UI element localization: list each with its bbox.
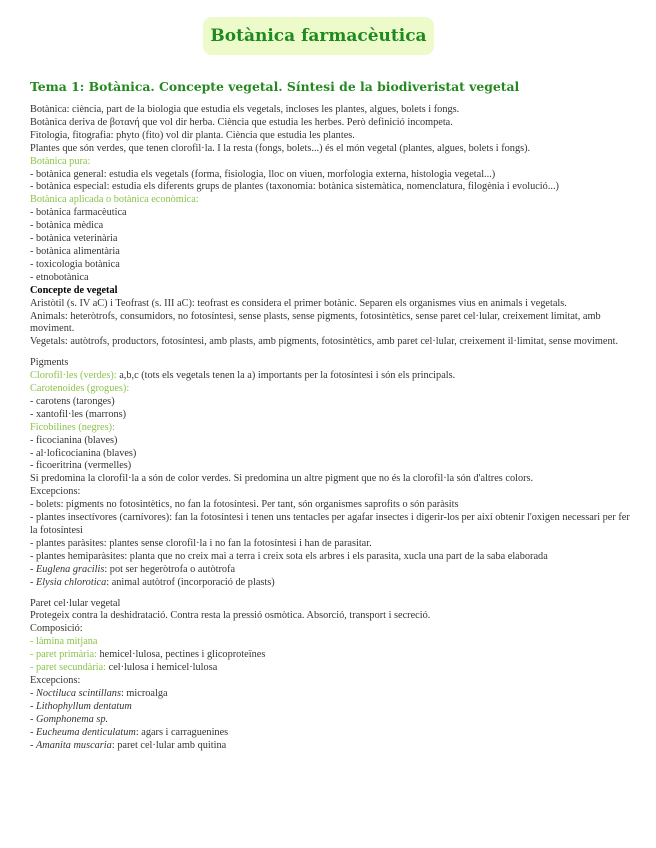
intro-line: Plantes que són verdes, que tenen clorofil·la. I la resta (fongs, bolets...) és el món vegetal (plantes, algues, bolets i fongs). [30, 142, 531, 154]
intro-line: Botànica deriva de βοτανή que vol dir herba. Ciència que estudia les herbes. Però definició incompeta. [30, 116, 453, 128]
pigments-excepcio: - Euglena gracilis: pot ser hegeròtrofa o autòtrofa [30, 563, 236, 575]
concepte-line: Animals: heteròtrofs, consumidors, no fotosíntesi, sense plasts, sense pigments, fotosintètics, sense paret cel·lular, creixement limitat, amb moviment. [30, 310, 601, 335]
page-title: Botànica farmacèutica [210, 26, 427, 46]
composicio-text: cel·lulosa i hemicel·lulosa [106, 662, 218, 674]
species-name: Noctiluca scintillans [36, 687, 121, 699]
paret-heading: Paret cel·lular vegetal [30, 597, 121, 609]
species-name: Euglena gracilis [36, 563, 105, 575]
ficobilines-item: - al·loficocianina (blaves) [30, 447, 137, 459]
pigments-excepcio: - plantes paràsites: plantes sense clorofil·la i no fan la fotosíntesi i han de parasitar. [30, 537, 372, 549]
species-text: : pot ser hegeròtrofa o autòtrofa [104, 563, 236, 575]
aplicada-heading: Botànica aplicada o botànica econòmica: [30, 194, 199, 206]
pigments-heading: Pigments [30, 357, 69, 369]
clorofilles-text: a,b,c (tots els vegetals tenen la a) importants per la fotosíntesi i són els principals. [116, 370, 456, 382]
clorofilles-label: Clorofil·les (verdes): [30, 370, 117, 382]
species-name: Lithophyllum dentatum [36, 700, 132, 712]
pigments-excepcio: - plantes insectívores (carnívores): fan la fotosíntesi i tenen uns tentacles per agafar insectes i digerir-los per així obtenir l'oxigen necessari per fer la fotosíntesi [30, 512, 630, 536]
composicio-text: hemicel·lulosa, pectines i glicoproteïnes [96, 649, 266, 661]
title-box [203, 17, 434, 55]
composicio-label: - paret primària: [30, 649, 97, 661]
carotenoides-heading: Carotenoides (grogues): [30, 383, 130, 395]
species-name: Amanita muscaria [36, 739, 112, 751]
pigments-note: Si predomina la clorofil·la a són de color verdes. Si predomina un altre pigment que no és la clorofil·la són d'altres colors. [30, 473, 534, 485]
paret-line: Protegeix contra la deshidratació. Contra resta la pressió osmòtica. Absorció, transport i secreció. [30, 610, 431, 622]
aplicada-item: - botànica veterinària [30, 233, 118, 245]
composicio-label: - paret secundària: [30, 662, 107, 674]
composicio-item: - làmina mitjana [30, 636, 98, 648]
species-text: : animal autòtrof (incorporació de plasts) [106, 576, 275, 588]
paret-excepcio: - Gomphonema sp. [30, 713, 109, 725]
carotenoides-item: - carotens (taronges) [30, 395, 115, 407]
aplicada-item: - etnobotànica [30, 271, 89, 283]
species-name: Gomphonema sp. [36, 713, 109, 725]
pigments-excepcions-heading: Excepcions: [30, 486, 81, 498]
species-text: : agars i carraguenines [135, 726, 229, 738]
aplicada-item: - botànica alimentària [30, 245, 120, 257]
composicio-item [30, 662, 630, 675]
pura-item: - botànica especial: estudia els diferents grups de plantes (taxonomia: botànica sistemàtica, nomenclatura, filogènia i evolució...) [30, 181, 559, 193]
carotenoides-item: - xantofil·les (marrons) [30, 408, 127, 420]
paret-excepcio: - Noctiluca scintillans: microalga [30, 687, 168, 699]
paret-excepcions-heading: Excepcions: [30, 674, 81, 686]
pigments-excepcio: - bolets: pigments no fotosintètics, no fan la fotosíntesi. Per tant, són organismes saprofits o són paràsits [30, 499, 459, 511]
paret-excepcio: - Lithophyllum dentatum [30, 700, 132, 712]
aplicada-item: - botànica farmacèutica [30, 207, 127, 219]
composicio-item [30, 649, 630, 662]
species-name: Elysia chlorotica [36, 576, 107, 588]
pigments-excepcio: - plantes hemiparàsites: planta que no creix mai a terra i creix sota els arbres i els parasita, xucla una part de la saba elaborada [30, 550, 548, 562]
species-text: : paret cel·lular amb quitina [111, 739, 227, 751]
intro-line: Botànica: ciència, part de la biologia que estudia els vegetals, incloses les plantes, algues, bolets i fongs. [30, 104, 460, 115]
clorofilles-line [30, 370, 630, 383]
pura-heading: Botànica pura: [30, 155, 91, 167]
section-title: Tema 1: Botànica. Concepte vegetal. Síntesi de la biodiveristat vegetal [30, 79, 520, 94]
aplicada-item: - botànica mèdica [30, 220, 104, 232]
paret-excepcio: - Eucheuma denticulatum: agars i carraguenines [30, 726, 229, 738]
paret-excepcio: - Amanita muscaria: paret cel·lular amb quitina [30, 739, 227, 751]
aplicada-item: - toxicologia botànica [30, 258, 120, 270]
pigments-excepcio: - Elysia chlorotica: animal autòtrof (incorporació de plasts) [30, 576, 275, 588]
concepte-line: Vegetals: autòtrofs, productors, fotosíntesi, amb plasts, amb pigments, fotosintètics, amb paret cel·lular, creixement il·limitat, sense moviment. [30, 336, 619, 348]
composicio-heading: Composició: [30, 623, 83, 635]
ficobilines-heading: Ficobilines (negres): [30, 421, 115, 433]
concepte-line: Aristòtil (s. IV aC) i Teofrast (s. III aC): teofrast es considera el primer botànic. Separen els organismes vius en animals i vegetals. [30, 297, 567, 309]
concepte-heading: Concepte de vegetal [30, 284, 118, 296]
document-body [30, 104, 630, 752]
pura-item: - botànica general: estudia els vegetals (forma, fisiologia, lloc on viuen, morfologia externa, histologia vegetal...) [30, 168, 496, 180]
intro-line: Fitologia, fitografia: phyto (fito) vol dir planta. Ciència que estudia les plantes. [30, 129, 355, 141]
species-text: : microalga [120, 687, 168, 699]
ficobilines-item: - ficocianina (blaves) [30, 434, 118, 446]
species-name: Eucheuma denticulatum [36, 726, 136, 738]
ficobilines-item: - ficoeritrina (vermelles) [30, 460, 132, 472]
